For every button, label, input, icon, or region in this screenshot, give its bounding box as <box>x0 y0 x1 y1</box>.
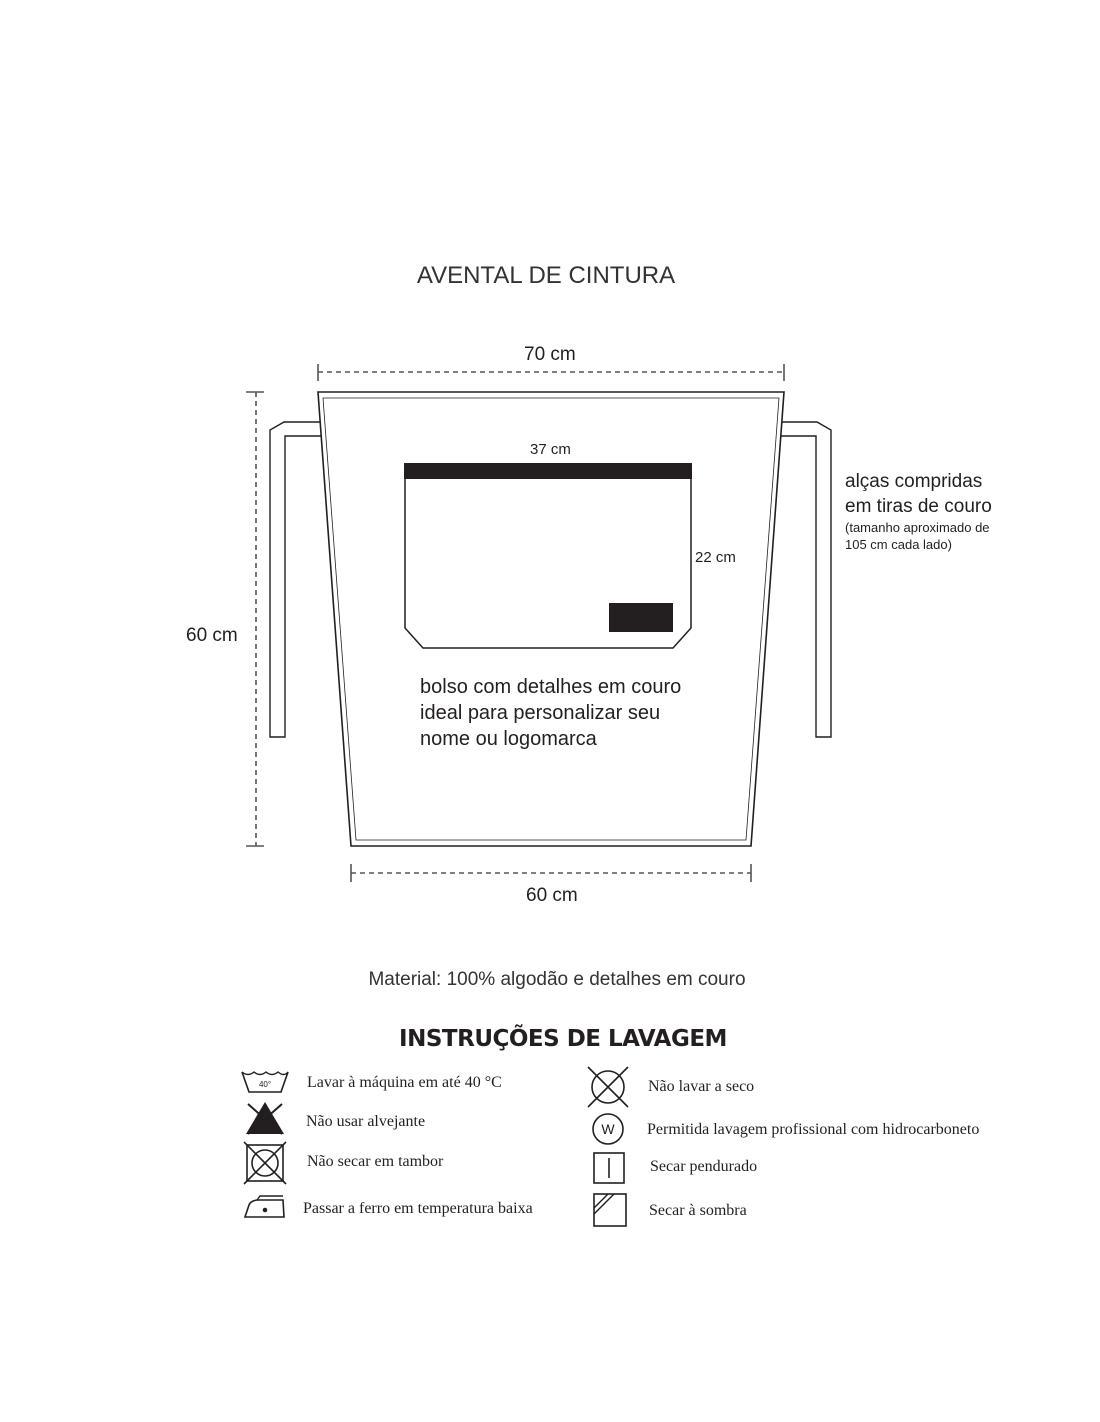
line-dry-icon <box>592 1151 626 1185</box>
no-tumble-dry-icon <box>242 1140 288 1186</box>
care-label-bleach: Não usar alvejante <box>306 1113 426 1130</box>
straps-note-line: em tiras de couro <box>845 496 992 517</box>
diagram-title: AVENTAL DE CINTURA <box>416 262 676 289</box>
wash-40-icon <box>240 1068 290 1096</box>
wash-temperature-text: 40° <box>258 1080 272 1089</box>
straps-note-detail: 105 cm cada lado) <box>845 537 952 552</box>
top-width-dimension-line <box>318 364 784 381</box>
pocket-note <box>420 674 681 752</box>
material-text: Material: 100% algodão e detalhes em couro <box>368 969 746 990</box>
care-label-iron: Passar a ferro em temperatura baixa <box>303 1200 533 1217</box>
pocket-note-line: bolso com detalhes em couro <box>420 676 682 698</box>
pocket-leather-patch <box>609 603 673 632</box>
height-label: 60 cm <box>186 625 238 646</box>
straps-note-detail: (tamanho aproximado de <box>845 520 990 535</box>
pocket-height-label: 22 cm <box>695 549 736 566</box>
iron-low-icon <box>243 1195 287 1221</box>
no-dry-clean-icon <box>585 1064 631 1110</box>
pocket-width-label: 37 cm <box>530 441 571 458</box>
right-strap <box>780 422 831 737</box>
wet-clean-letter: W <box>601 1121 615 1137</box>
straps-note <box>845 469 992 553</box>
top-width-label: 70 cm <box>524 344 576 365</box>
care-label-line-dry: Secar pendurado <box>650 1158 758 1175</box>
care-label-wet-clean: Permitida lavagem profissional com hidrocarboneto <box>647 1121 980 1138</box>
pocket-leather-trim <box>404 463 692 479</box>
pocket-note-line: ideal para personalizar seu <box>420 702 661 724</box>
bottom-width-dimension-line <box>351 864 751 882</box>
straps-note-line: alças compridas <box>845 471 983 492</box>
care-label-tumble: Não secar em tambor <box>307 1153 444 1170</box>
left-strap <box>270 422 322 737</box>
care-label-shade-dry: Secar à sombra <box>649 1202 747 1219</box>
height-dimension-line <box>246 392 264 846</box>
dry-in-shade-icon <box>592 1192 628 1228</box>
no-bleach-icon <box>244 1100 286 1136</box>
care-label-wash: Lavar à máquina em até 40 °C <box>307 1074 502 1091</box>
professional-wet-clean-icon <box>591 1112 625 1146</box>
care-label-dry-clean: Não lavar a seco <box>648 1078 755 1095</box>
care-instructions-title: INSTRUÇÕES DE LAVAGEM <box>399 1026 727 1052</box>
pocket <box>404 463 692 648</box>
bottom-width-label: 60 cm <box>526 885 578 906</box>
pocket-note-line: nome ou logomarca <box>420 728 597 750</box>
